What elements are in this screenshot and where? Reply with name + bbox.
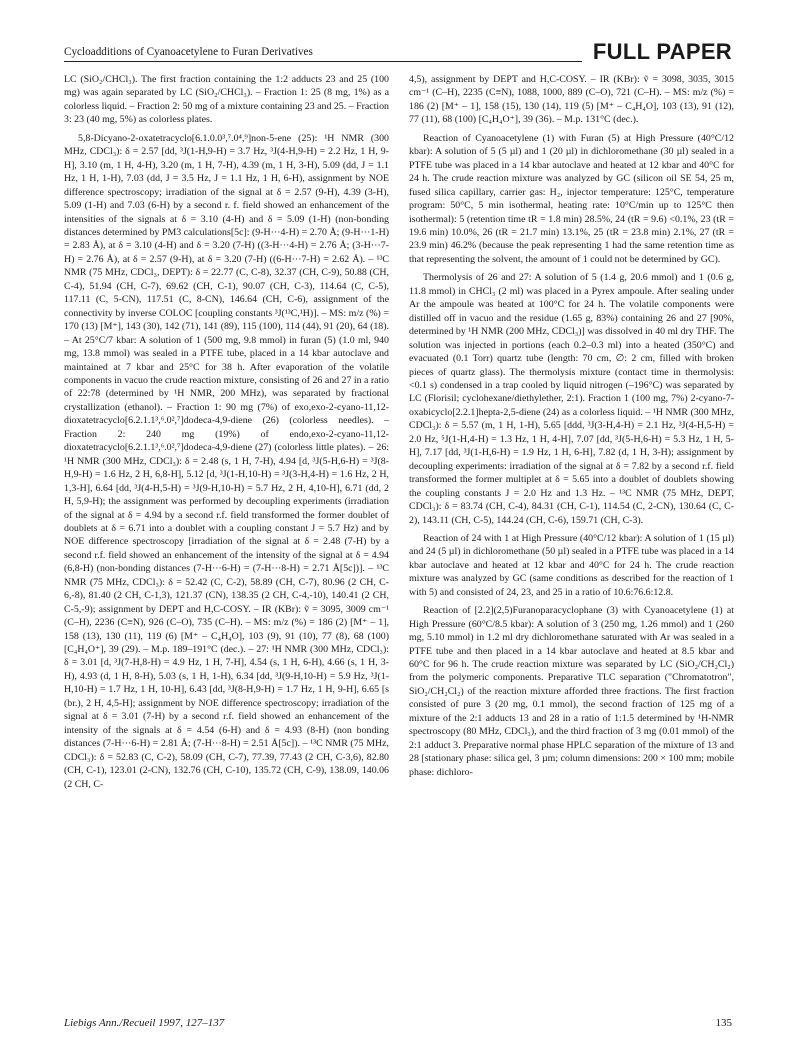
page-footer <box>64 1017 732 1033</box>
running-title: Cycloadditions of Cyanoacetylene to Furan Derivatives <box>64 46 313 58</box>
paragraph: Reaction of Cyanoacetylene (1) with Furan (5) at High Pressure (40°C/12 kbar): A solution of 5 (5 µl) and 1 (20 µl) in dichloromethane (30 µl) sealed in a PTFE tube was placed in a 14 kbar autoclave and heated at 12 kbar and 40°C for 24 h. The crude reaction mixture was analyzed by GC (silicon oil SE 54, 25 m, fused silica capillary, carrier gas: H₂, injector temperature: 125°C, temperature program: 50°C, 5 min isothermal, heating rate: 10°C/min up to 125°C then isothermal): 5 (retention time tR = 1.8 min) 28.5%, 24 (tR = 9.6) <0.1%, 23 (tR = 19.6 min) 10.0%, 26 (tR = 21.7 min) 13.1%, 25 (tR = 23.8 min) 2.1%, 27 (tR = 23.9 min) 46.2% (because the peak representing 1 had the same retention time as that representing the solvent, the amount of 1 could not be determined by GC). <box>409 132 734 265</box>
paragraph: 5,8-Dicyano-2-oxatetracyclo[6.1.0.0³,⁷.0⁴,⁹]non-5-ene (25): ¹H NMR (300 MHz, CDCl₃): δ = 2.57 [dd, ³J(1-H,9-H) = 3.7 Hz, ³J(4-H,9-H) = 2.2 Hz, 1 H, 9-H], 3.10 (m, 1 H, 4-H), 3.20 (m, 1 H, 7-H), 4.39 (m, 1 H, 3-H), 5.09 (dd, J = 1.1 Hz, 1 H, 1-H), 7.03 (dd, J = 3.5 Hz, J = 1.1 Hz, 1 H, 6-H), assignment by NOE difference spectroscopy; irradiation of the signal at δ = 2.57 (9-H), 4.39 (3-H), 5.09 (1-H) and 7.03 (6-H) by a second r. f. field showed an enhancement of the intensities of the signals at δ = 3.10 (4-H) and δ = 5.09 (1-H) (non-bonding distances determined by PM3 calculations[5c]: (9-H···4-H) = 2.70 Å; (9-H···1-H) = 2.83 Å), at δ = 3.10 (4-H) and δ = 3.20 (7-H) ((3-H···4-H) = 2.76 Å; (3-H···7-H) = 2.76 Å), at δ = 2.57 (9-H), at δ = 3.20 (7-H) ((6-H···7-H) = 2.62 Å). – ¹³C NMR (75 MHz, CDCl₃, DEPT): δ = 22.77 (C, C-8), 32.37 (CH, C-9), 50.88 (CH, C-4), 51.94 (CH, C-7), 69.62 (CH, C-1), 90.07 (CH, C-3), 114.64 (C, C-5), 117.11 (C, 5-CN), 117.51 (C, 8-CN), 146.64 (CH, C-6), assignment of the connectivity by inverse COLOC [coupling constants ³J(¹³C,¹H)]. – MS: m/z (%) = 170 (13) [M⁺], 143 (30), 142 (71), 141 (89), 115 (100), 114 (44), 91 (20), 64 (18). – At 25°C/7 kbar: A solution of 1 (500 mg, 9.8 mmol) in furan (5) (1.0 ml, 940 mg, 13.8 mmol) was sealed in a PTFE tube, placed in a 14 kbar autoclave and maintained at 7 kbar and 25°C for 38 h. After evaporation of the volatile components in vacuo the crude reaction mixture, consisting of 26 and 27 in a ratio of 22:78 (determined by ¹H NMR, 200 MHz), was separated by fractional crystallization (ethanol). – Fraction 1: 90 mg (7%) of exo,exo-2-cyano-11,12-dioxatetracyclo[6.2.1.1³,⁶.0²,⁷]dodeca-4,9-diene (26) (colorless needles). – Fraction 2: 240 mg (19%) of endo,exo-2-cyano-11,12-dioxatetracyclo[6.2.1.1³,⁶.0²,⁷]dodeca-4,9-diene (27) (colorless little plates). – 26: ¹H NMR (300 MHz, CDCl₃): δ = 2.48 (s, 1 H, 7-H), 4.94 [d, ³J(5-H,6-H) = ³J(8-H,9-H) = 1.6 Hz, 2 H, 6,8-H], 5.12 [d, ³J(1-H,10-H) = ³J(3-H,4-H) = 1.6 Hz, 2 H, 1,3-H], 6.64 [dd, ³J(4-H,5-H) = ³J(9-H,10-H) = 5.7 Hz, 2 H, 4,10-H], 6.71 (dd, 2 H, 5,9-H); the assignment was performed by decoupling experiments (irradiation of the signal at δ = 4.94 by a second r.f. field transformed the former doublet of doublets at δ = 6.71 into a doublet with a coupling constant J = 5.7 Hz) and by NOE difference spectroscopy [irradiation of the signal at δ = 2.48 (7-H) by a second r.f. field showed an enhancement of the intensity of the signal at δ = 4.94 (6,8-H) (non-bonding distances (7-H···6-H) = (7-H···8-H) = 2.71 Å[5c])]. – ¹³C NMR (75 MHz, CDCl₃): δ = 52.42 (C, C-2), 58.89 (CH, C-7), 80.96 (2 CH, C-6,-8), 81.40 (2 CH, C-1,3), 121.37 (CN), 138.35 (2 CH, C-4,-10), 140.41 (2 CH, C-5,-9); assignment by DEPT and H,C-COSY. – IR (KBr): ṽ = 3095, 3009 cm⁻¹ (C–H), 2236 (C≡N), 926 (C–O), 735 (C–H). – MS: m/z (%) = 186 (2) [M⁺ – 1], 158 (13), 130 (11), 119 (6) [M⁺ – C₄H₄O], 103 (9), 91 (10), 77 (8), 68 (100) [C₄H₄O⁺], 39 (29). – M.p. 189–191°C (dec.). – 27: ¹H NMR (300 MHz, CDCl₃): δ = 3.01 [d, ³J(7-H,8-H) = 4.9 Hz, 1 H, 7-H], 4.54 (s, 1 H, 6-H), 4.66 (s, 1 H, 3-H), 4.93 (d, 1 H, 8-H), 5.03 (s, 1 H, 1-H), 6.34 [dd, ³J(9-H,10-H) = 5.9 Hz, ³J(1-H,10-H) = 1.7 Hz, 1 H, 10-H], 6.43 [dd, ³J(8-H,9-H) = 1.7 Hz, 1 H, 9-H], 6.65 [s (br.), 2 H, 4,5-H]; assignment by NOE difference spectroscopy; irradiation of the signal at δ = 3.01 (7-H) by a second r.f. field showed an enhancement of the intensity of the signals at δ = 4.54 (6-H) and δ = 4.93 (8-H) (non bonding distances (7-H···6-H) = 2.81 Å; (7-H···8-H) = 2.51 Å[5c]). – ¹³C NMR (75 MHz, CDCl₃): δ = 52.83 (C, C-2), 58.09 (CH, C-7), 77.39, 77.43 (2 CH, C-3,6), 82.80 (CH, C-1), 123.01 (2-CN), 132.76 (CH, C-10), 135.72 (CH, C-9), 138.09, 140.06 (2 CH, C- <box>64 132 389 790</box>
paragraph: Reaction of 24 with 1 at High Pressure (40°C/12 kbar): A solution of 1 (15 µl) and 24 (5 µl) in dichloromethane (50 µl) sealed in a PTFE tube was placed in a 14 kbar autoclave and heated at 12 kbar and 40°C for 24 h. The crude reaction mixture was analyzed by GC (same conditions as described for the reaction of 1 with 5) and consisted of 24, 23, and 25 in a ratio of 10.6:76.6:12.8. <box>409 532 734 598</box>
page-header <box>64 34 732 62</box>
header-rule <box>64 61 582 62</box>
right-column <box>409 73 734 995</box>
paragraph: Thermolysis of 26 and 27: A solution of 5 (1.4 g, 20.6 mmol) and 1 (0.6 g, 11.8 mmol) in CHCl₃ (2 ml) was placed in a Pyrex ampoule. After sealing under Ar the ampoule was heated at 100°C for 24 h. The volatile components were distilled off in vacuo and the residue (1.65 g, 83%) containing 26 and 27 [90%, determined by ¹H NMR (200 MHz, CDCl₃)] was dissolved in 40 ml dry THF. The solution was injected in portions (each 0.2–0.3 ml) into a heated (350°C) and evacuated (0.1 Torr) quartz tube (length: 70 cm, ∅: 2 cm, filled with broken pieces of quartz glass). The thermolysis mixture (contact time in thermolysis: <0.1 s) condensed in a trap cooled by liquid nitrogen (–196°C) was separated by LC (Florisil; cyclohexane/diethylether, 2:1). Fraction 1 (100 mg, 7%) 2-cyano-7-oxabicyclo[2.2.1]hepta-2,5-diene (24) as a colorless liquid. – ¹H NMR (300 MHz, CDCl₃): δ = 5.57 (m, 1 H, 1-H), 5.65 [ddd, ³J(3-H,4-H) = 2.1 Hz, ³J(4-H,5-H) = 2.0 Hz, ⁵J(1-H,4-H) = 1.3 Hz, 1 H, 4-H], 7.07 [dd, ³J(5-H,6-H) = 5.3 Hz, 1 H, 5-H], 7.17 [dd, ³J(1-H,6-H) = 1.9 Hz, 1 H, 6-H], 7.82 (d, 1 H, 3-H); assignment by decoupling experiments: irradiation of the signal at δ = 7.82 by a second r.f. field transformed the former multiplet at δ = 5.65 into a doublet of doublets showing the coupling constants J = 2.0 Hz and 1.3 Hz. – ¹³C NMR (75 MHz, DEPT, CDCl₃): δ = 83.74 (CH, C-4), 84.31 (CH, C-1), 114.54 (C, 2-CN), 130.64 (C, C-2), 143.11 (CH, C-5), 144.24 (CH, C-6), 159.71 (CH, C-3). <box>409 272 734 526</box>
page-number: 135 <box>715 1017 732 1029</box>
paragraph: LC (SiO₂/CHCl₃). The first fraction containing the 1:2 adducts 23 and 25 (100 mg) was again separated by LC (SiO₂/CHCl₃). – Fraction 1: 25 (8 mg, 1%) as a colorless liquid. – Fraction 2: 50 mg of a mixture containing 23 and 25. – Fraction 3: 23 (40 mg, 5%) as colorless plates. <box>64 74 389 126</box>
journal-citation: Liebigs Ann./Recueil 1997, 127–137 <box>64 1017 225 1029</box>
body-columns <box>64 73 734 995</box>
left-column <box>64 73 389 995</box>
section-label: FULL PAPER <box>592 39 732 64</box>
paragraph: Reaction of [2.2](2,5)Furanoparacyclophane (3) with Cyanoacetylene (1) at High Pressure (60°C/8.5 kbar): A solution of 3 (250 mg, 1.26 mmol) and 1 (260 mg, 5.10 mmol) in 1.2 ml dry dichloromethane saturated with Ar was sealed in a PTFE tube and then placed in a 14 kbar autoclave and heated at 8.5 kbar and 60°C for 96 h. The crude reaction mixture was separated by LC (SiO₂/CH₂Cl₂) from the polymeric components. Preparative TLC separation ("Chromatotron", SiO₂/CH₂Cl₂) of the reaction mixture afforded three fractions. The first fraction consisted of pure 3 (20 mg, 0.1 mmol), the second fraction of 125 mg of a mixture of the 2:1 adducts 13 and 28 in a ratio of 1:1.5 determined by ¹H-NMR spectroscopy (80 MHz, CDCl₃), and the third fraction of 3 mg (0.01 mmol) of the 2:1 adduct 3. Preparative normal phase HPLC separation of the mixture of 13 and 28 [stationary phase: silica gel, 3 µm; column dimensions: 200 × 100 mm; mobile phase: dichloro- <box>409 605 734 778</box>
paragraph: 4,5), assignment by DEPT and H,C-COSY. – IR (KBr): ṽ = 3098, 3035, 3015 cm⁻¹ (C–H), 2235 (C≡N), 1088, 1000, 889 (C–O), 721 (C–H). – MS: m/z (%) = 186 (2) [M⁺ – 1], 158 (15), 130 (14), 119 (5) [M⁺ – C₄H₄O], 103 (13), 91 (12), 77 (11), 68 (100) [C₄H₄O⁺], 39 (36). – M.p. 131°C (dec.). <box>409 74 734 126</box>
